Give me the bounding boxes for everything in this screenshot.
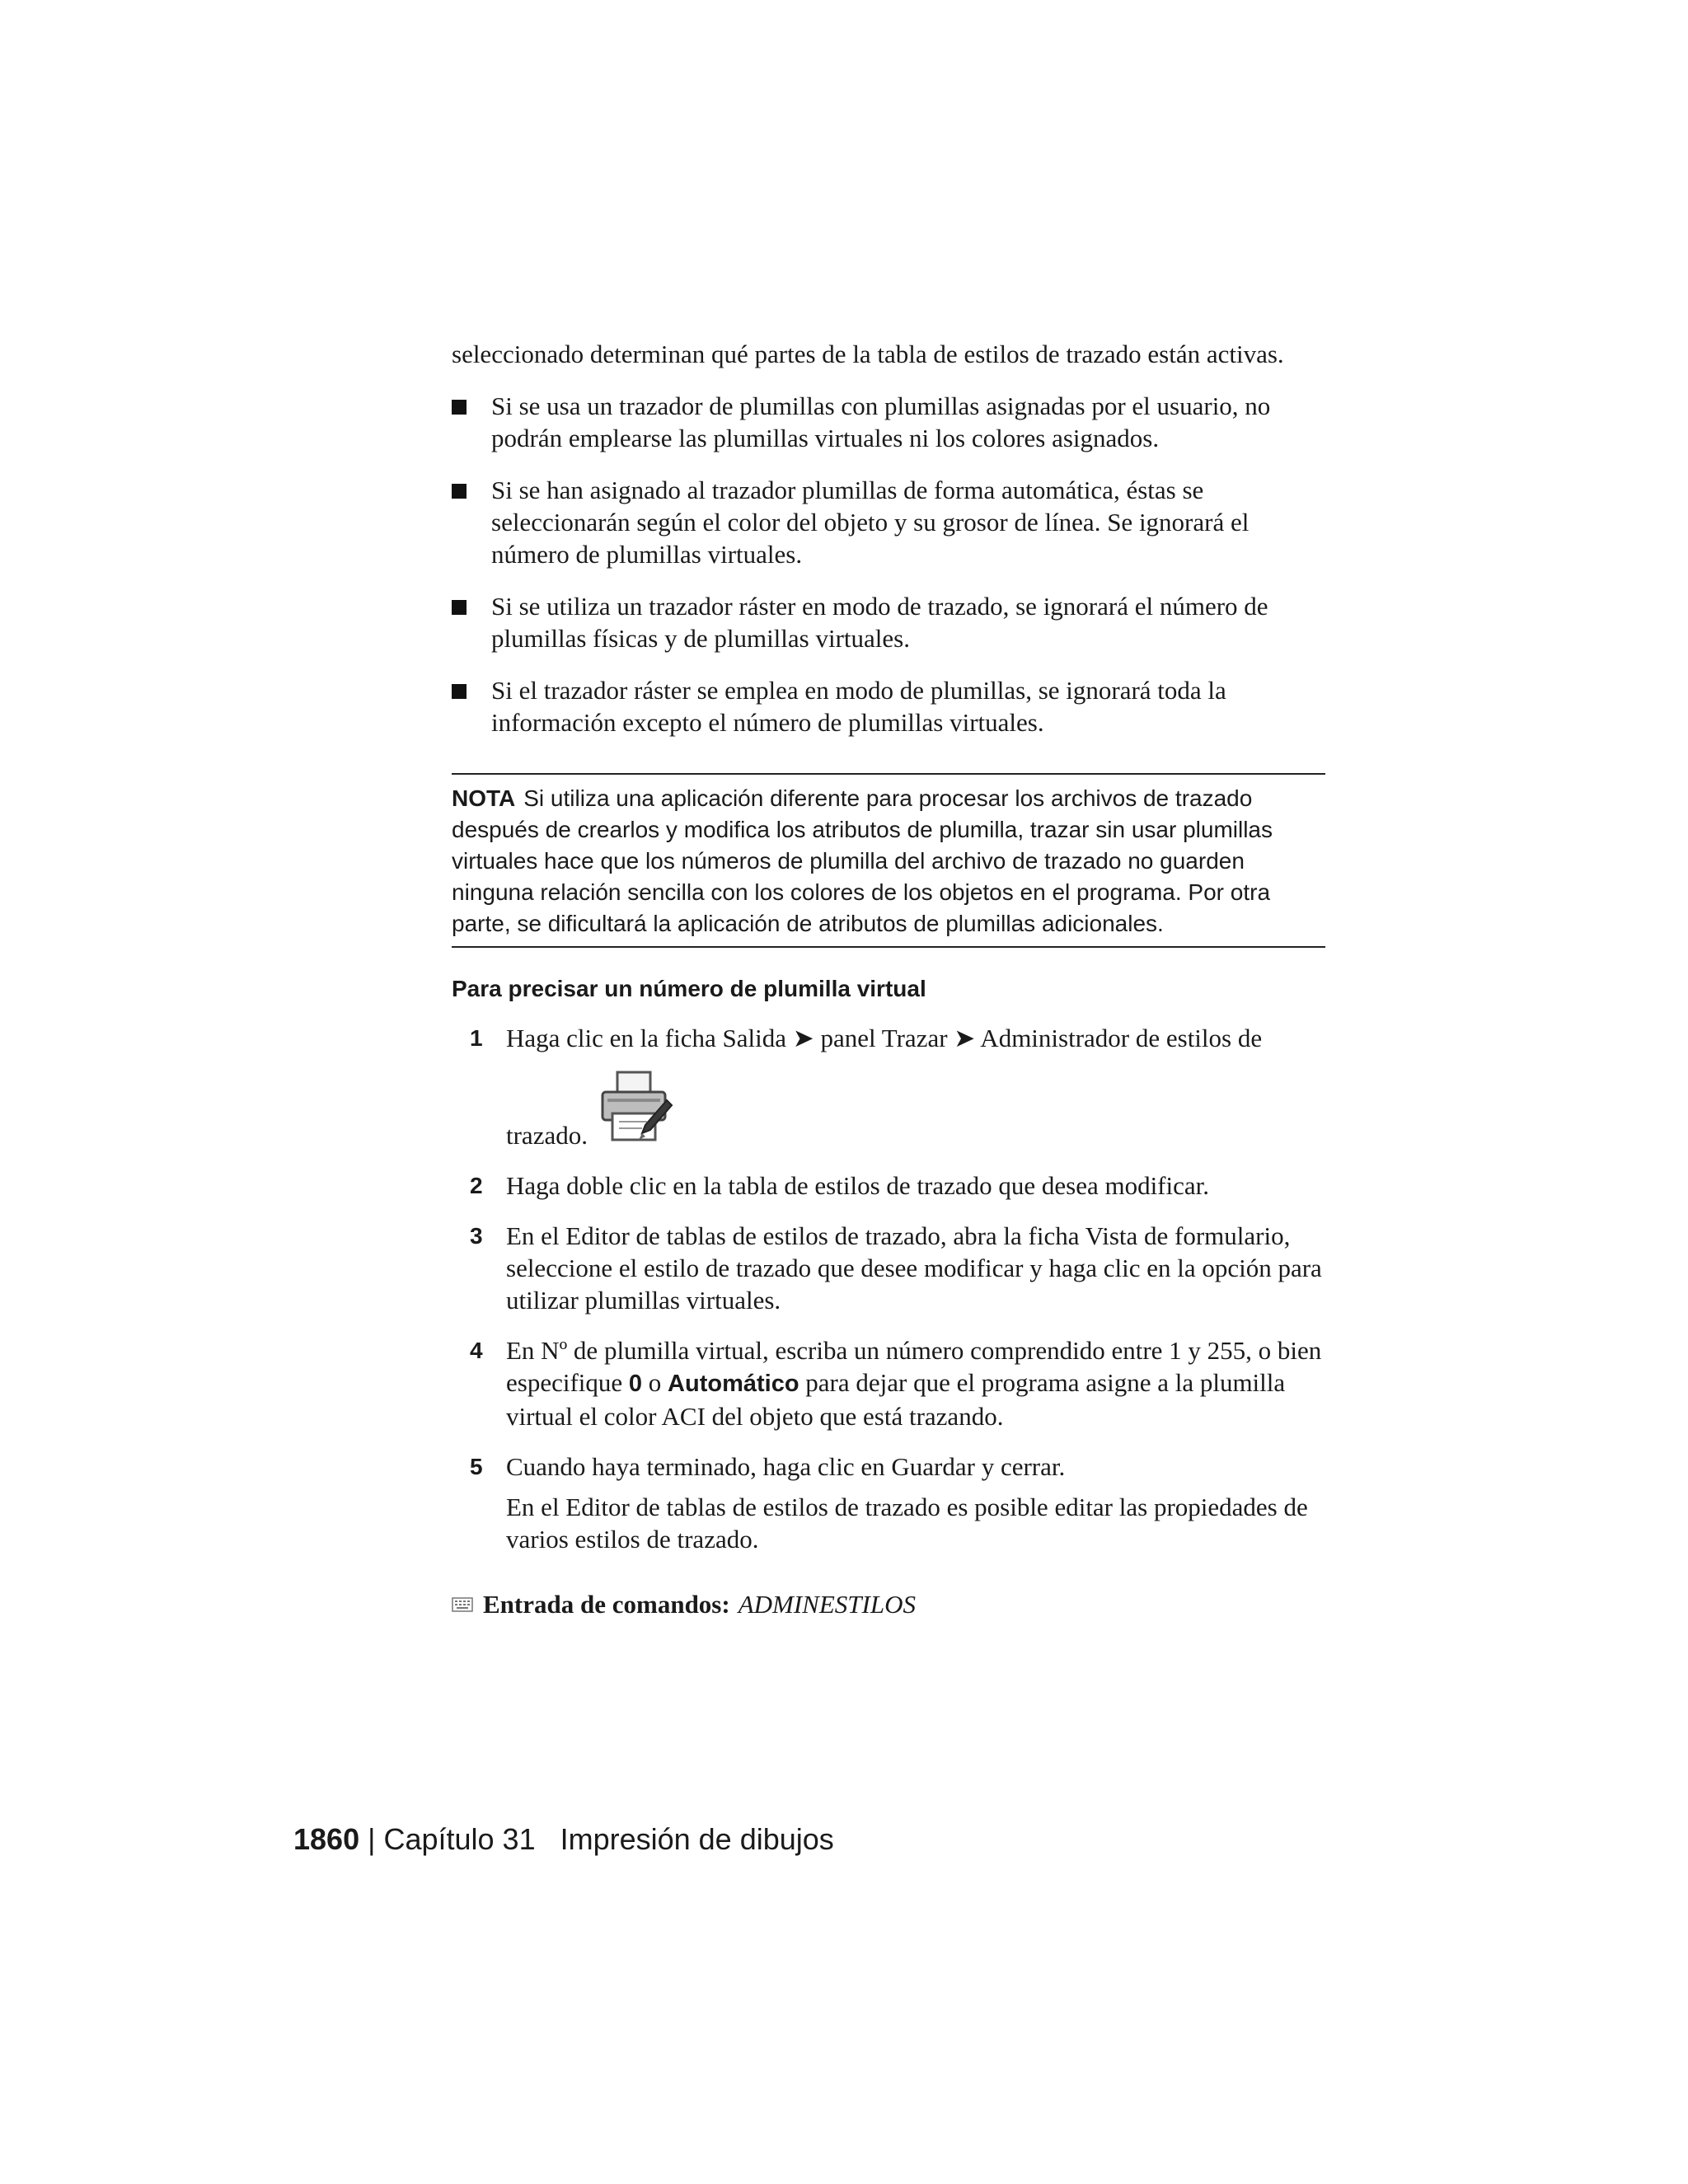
command-entry [452, 1588, 1325, 1620]
step-text: Haga doble clic en la tabla de estilos de trazado que desea modificar. [506, 1171, 1209, 1200]
bullet-text: Si se han asignado al trazador plumillas de forma automática, éstas se seleccionarán según el color del objeto y su grosor de línea. Se ignorará el número de plumillas virtuales. [491, 476, 1250, 569]
step-note: En el Editor de tablas de estilos de trazado es posible editar las propiedades de varios estilos de trazado. [506, 1493, 1308, 1554]
footer-separator: | [368, 1822, 376, 1856]
note-box [452, 773, 1325, 948]
bullet-text: Si se utiliza un trazador ráster en modo de trazado, se ignorará el número de plumillas físicas y de plumillas virtuales. [491, 592, 1268, 653]
step-text-end: trazado. [506, 1121, 588, 1150]
step-item [452, 1220, 1325, 1316]
step-number: 3 [470, 1223, 483, 1249]
chapter-label: Capítulo 31 [383, 1822, 536, 1856]
square-bullet-icon [452, 400, 467, 415]
step-item [452, 1451, 1325, 1555]
keyword-zero: 0 [628, 1371, 643, 1397]
step-text: En el Editor de tablas de estilos de trazado, abra la ficha Vista de formulario, seleccione el estilo de trazado que desee modificar y haga clic en la opción para utilizar plumillas virtuales. [506, 1221, 1322, 1315]
note-text: Si utiliza una aplicación diferente para procesar los archivos de trazado después de crearlos y modifica los atributos de plumilla, trazar sin usar plumillas virtuales hace que los números de plumilla del archivo de trazado no guarden ninguna relación sencilla con los colores de los objetos en el programa. Por otra parte, se dificultará la aplicación de atributos de plumillas adicionales. [452, 785, 1273, 936]
step-number: 1 [470, 1025, 483, 1051]
bullet-text: Si se usa un trazador de plumillas con plumillas asignadas por el usuario, no podrán emplearse las plumillas virtuales ni los colores asignados. [491, 391, 1271, 452]
keyword-automatico: Automático [668, 1371, 799, 1397]
square-bullet-icon [452, 684, 467, 699]
step-item [452, 1169, 1325, 1202]
page-content [452, 338, 1325, 1620]
keyboard-icon [452, 1597, 473, 1612]
step-text-part: o [642, 1368, 668, 1397]
bullet-list [452, 390, 1325, 738]
step-number: 4 [470, 1338, 483, 1363]
square-bullet-icon [452, 484, 467, 499]
step-text [506, 1336, 1321, 1431]
step-number: 5 [470, 1454, 483, 1479]
list-item [452, 674, 1325, 738]
list-item [452, 474, 1325, 570]
step-item [452, 1334, 1325, 1432]
note-label: NOTA [452, 785, 516, 811]
procedure-title: Para precisar un número de plumilla virtual [452, 976, 926, 1001]
intro-paragraph: seleccionado determinan qué partes de la tabla de estilos de trazado están activas. [452, 340, 1284, 368]
list-item [452, 590, 1325, 654]
bullet-text: Si el trazador ráster se emplea en modo de plumillas, se ignorará toda la información excepto el número de plumillas virtuales. [491, 676, 1226, 737]
chapter-title: Impresión de dibujos [560, 1822, 834, 1856]
page-footer [293, 1821, 834, 1858]
step-text-part: En Nº de plumilla virtual, escriba un número comprendido entre 1 y 255, o bien especifique [506, 1336, 1322, 1397]
command-value: ADMINESTILOS [738, 1590, 916, 1619]
step-number: 2 [470, 1173, 483, 1198]
list-item [452, 390, 1325, 454]
procedure-steps [452, 1022, 1325, 1555]
step-text-part: para dejar que el programa asigne a la plumilla virtual el color ACI del objeto que está trazando. [506, 1368, 1286, 1431]
square-bullet-icon [452, 600, 467, 615]
step-text: Cuando haya terminado, haga clic en Guardar y cerrar. [506, 1452, 1066, 1481]
step-text: Haga clic en la ficha Salida ➤ panel Trazar ➤ Administrador de estilos de [506, 1024, 1263, 1052]
page-number: 1860 [293, 1822, 360, 1856]
command-label: Entrada de comandos: [483, 1590, 730, 1619]
step-text-continued [506, 1061, 1325, 1151]
plot-style-manager-icon[interactable] [596, 1067, 675, 1146]
step-item [452, 1022, 1325, 1151]
